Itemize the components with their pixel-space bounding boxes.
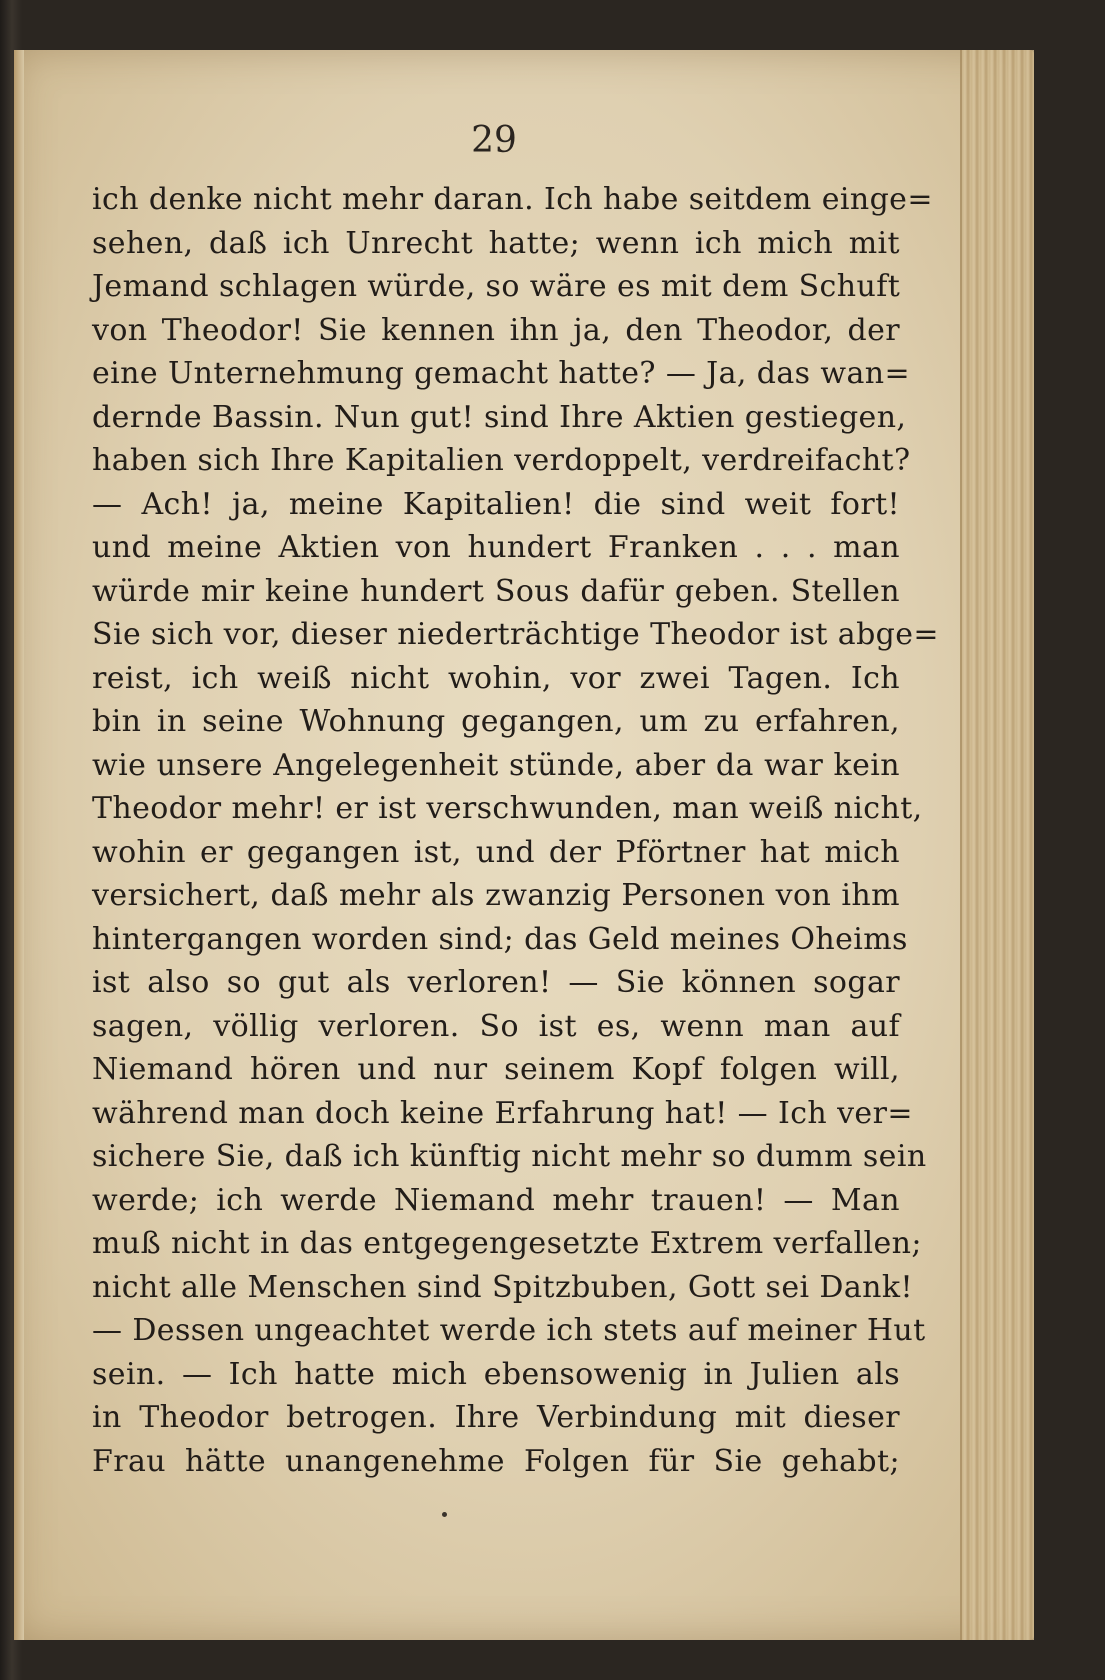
text-line: eine Unternehmung gemacht hatte? — Ja, das wan=: [92, 356, 911, 391]
body-text: [92, 178, 939, 1483]
text-line: ich denke nicht mehr daran. Ich habe seitdem einge=: [92, 182, 933, 217]
text-line: wie unsere Angelegenheit stünde, aber da war kein: [92, 747, 900, 783]
text-line: — Ach! ja, meine Kapitalien! die sind weit fort!: [92, 486, 900, 522]
text-line: — Dessen ungeachtet werde ich stets auf meiner Hut: [92, 1313, 926, 1348]
text-line: versichert, daß mehr als zwanzig Personen von ihm: [92, 878, 900, 913]
text-line: ist also so gut als verloren! — Sie können sogar: [92, 965, 900, 1000]
text-line: Sie sich vor, dieser niederträchtige Theodor ist abge=: [92, 617, 939, 652]
ink-speck: [442, 1512, 447, 1517]
page-edges: [960, 50, 1034, 1640]
text-line: von Theodor! Sie kennen ihn ja, den Theodor, der: [92, 312, 900, 348]
text-line: Jemand schlagen würde, so wäre es mit dem Schuft: [92, 269, 901, 304]
text-line: würde mir keine hundert Sous dafür geben. Stellen: [92, 573, 900, 609]
text-line: sichere Sie, daß ich künftig nicht mehr so dumm sein: [92, 1139, 927, 1174]
text-line: sagen, völlig verloren. So ist es, wenn man auf: [92, 1008, 900, 1044]
page-gutter: [14, 50, 24, 1640]
text-line: in Theodor betrogen. Ihre Verbindung mit dieser: [92, 1400, 900, 1435]
text-line: sehen, daß ich Unrecht hatte; wenn ich mich mit: [92, 225, 900, 261]
paper-page: [14, 50, 1034, 1640]
text-line: und meine Aktien von hundert Franken . . . man: [92, 530, 900, 565]
text-line: nicht alle Menschen sind Spitzbuben, Gott sei Dank!: [92, 1269, 913, 1305]
text-line: sein. — Ich hatte mich ebensowenig in Julien als: [92, 1356, 900, 1392]
text-line: hintergangen worden sind; das Geld meines Oheims: [92, 921, 908, 957]
text-line: Theodor mehr! er ist verschwunden, man weiß nicht,: [92, 791, 923, 826]
text-line: wohin er gegangen ist, und der Pförtner hat mich: [92, 834, 900, 870]
text-line: während man doch keine Erfahrung hat! — Ich ver=: [92, 1095, 913, 1131]
text-line: reist, ich weiß nicht wohin, vor zwei Tagen. Ich: [92, 660, 900, 696]
text-line: muß nicht in das entgegengesetzte Extrem verfallen;: [92, 1226, 922, 1261]
page-number: 29: [471, 120, 517, 161]
text-line: bin in seine Wohnung gegangen, um zu erfahren,: [92, 704, 900, 739]
text-line: haben sich Ihre Kapitalien verdoppelt, verdreifacht?: [92, 443, 911, 478]
text-line: Niemand hören und nur seinem Kopf folgen will,: [92, 1052, 900, 1087]
text-line: Frau hätte unangenehme Folgen für Sie gehabt;: [92, 1443, 900, 1479]
text-line: werde; ich werde Niemand mehr trauen! — Man: [92, 1182, 900, 1218]
text-line: dernde Bassin. Nun gut! sind Ihre Aktien gestiegen,: [92, 399, 907, 435]
